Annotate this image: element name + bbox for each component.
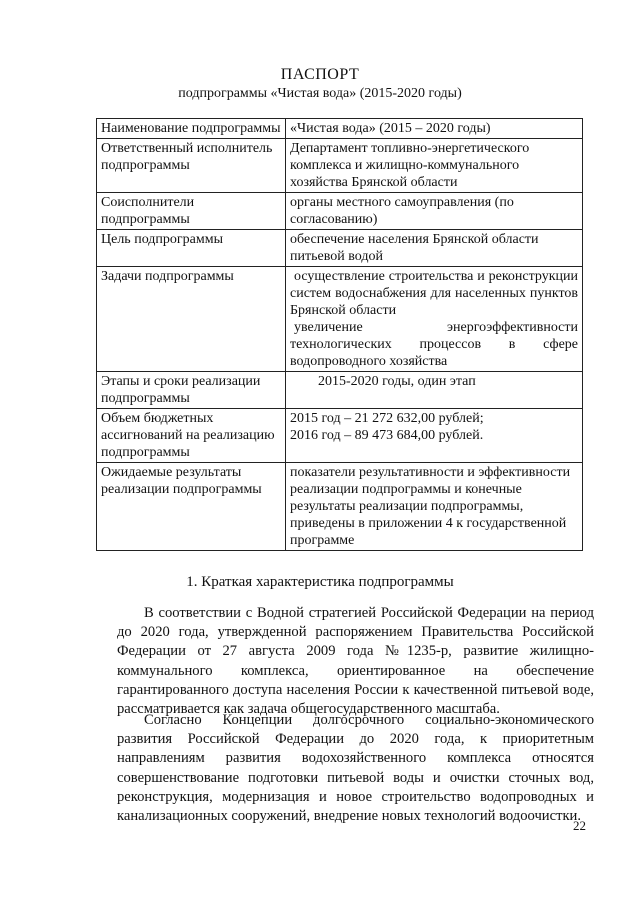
- section-title: 1. Краткая характеристика подпрограммы: [186, 574, 454, 590]
- row-value: [286, 139, 583, 193]
- paragraph: [117, 711, 594, 826]
- row-value-text: «Чистая вода» (2015 – 2020 годы): [290, 121, 491, 136]
- document-subtitle: подпрограммы «Чистая вода» (2015-2020 годы): [178, 86, 462, 101]
- row-label: Соисполнители подпрограммы: [97, 193, 286, 230]
- row-value-text: увеличение энергоэффективности технологических процессов в сфере водопроводного хозяйства: [290, 320, 578, 369]
- paragraph-text: Согласно Концепции долгосрочного социально-экономического развития Российской Федерации до 2020 года, к приоритетным направлениям развития водохозяйственного комплекса относятся совершенствование подготовки питьевой воды и очистки сточных вод, реконструкция, модернизация и новое строительство водопроводных и канализационных сооружений, внедрение новых технологий водоочистки.: [117, 712, 594, 825]
- page-number: 22: [573, 818, 586, 833]
- row-label: Цель подпрограммы: [97, 230, 286, 267]
- row-value-text: 2016 год – 89 473 684,00 рублей.: [290, 428, 484, 443]
- row-label: Ответственный исполнитель подпрограммы: [97, 139, 286, 193]
- table-row: [97, 409, 583, 463]
- row-label: Наименование подпрограммы: [97, 119, 286, 139]
- row-label: Задачи подпрограммы: [97, 267, 286, 372]
- table-row: [97, 372, 583, 409]
- document-title: ПАСПОРТ: [280, 66, 360, 83]
- row-label: Этапы и сроки реализации подпрограммы: [97, 372, 286, 409]
- row-value-text: 2015-2020 годы, один этап: [318, 374, 476, 389]
- row-label: Ожидаемые результаты реализации подпрограммы: [97, 463, 286, 551]
- row-value-text: 2015 год – 21 272 632,00 рублей;: [290, 411, 484, 426]
- row-value-text: Департамент топливно-энергетического комплекса и жилищно-коммунального хозяйства Брянской области: [290, 141, 530, 190]
- row-value: [286, 463, 583, 551]
- table-row: [97, 267, 583, 372]
- row-value: [286, 119, 583, 139]
- row-value: [286, 372, 583, 409]
- table-row: [97, 119, 583, 139]
- table-row: [97, 193, 583, 230]
- row-value: [286, 230, 583, 267]
- paragraph-text: В соответствии с Водной стратегией Российской Федерации на период до 2020 года, утвержденной распоряжением Правительства Российской Федерации от 27 августа 2009 года №1235-р, развитие жилищно-коммунального комплекса, ориентированное на обеспечение гарантированного доступа населения России к качественной питьевой воде, рассматривается как задача общегосударственного масштаба.: [117, 605, 594, 718]
- table-row: [97, 139, 583, 193]
- passport-table: [96, 118, 583, 551]
- paragraph: [117, 604, 594, 719]
- row-value: [286, 193, 583, 230]
- row-value: [286, 267, 583, 372]
- row-value: [286, 409, 583, 463]
- row-value-text: обеспечение населения Брянской области питьевой водой: [290, 232, 539, 264]
- table-row: [97, 463, 583, 551]
- row-value-text: осуществление строительства и реконструкции систем водоснабжения для населенных пунктов Брянской области: [290, 269, 578, 318]
- row-label: Объем бюджетных ассигнований на реализацию подпрограммы: [97, 409, 286, 463]
- row-value-text: показатели результативности и эффективности реализации подпрограммы и конечные результаты реализации подпрограммы, приведены в приложении 4 к государственной программе: [290, 465, 571, 548]
- table-row: [97, 230, 583, 267]
- row-value-text: органы местного самоуправления (по согласованию): [290, 195, 514, 227]
